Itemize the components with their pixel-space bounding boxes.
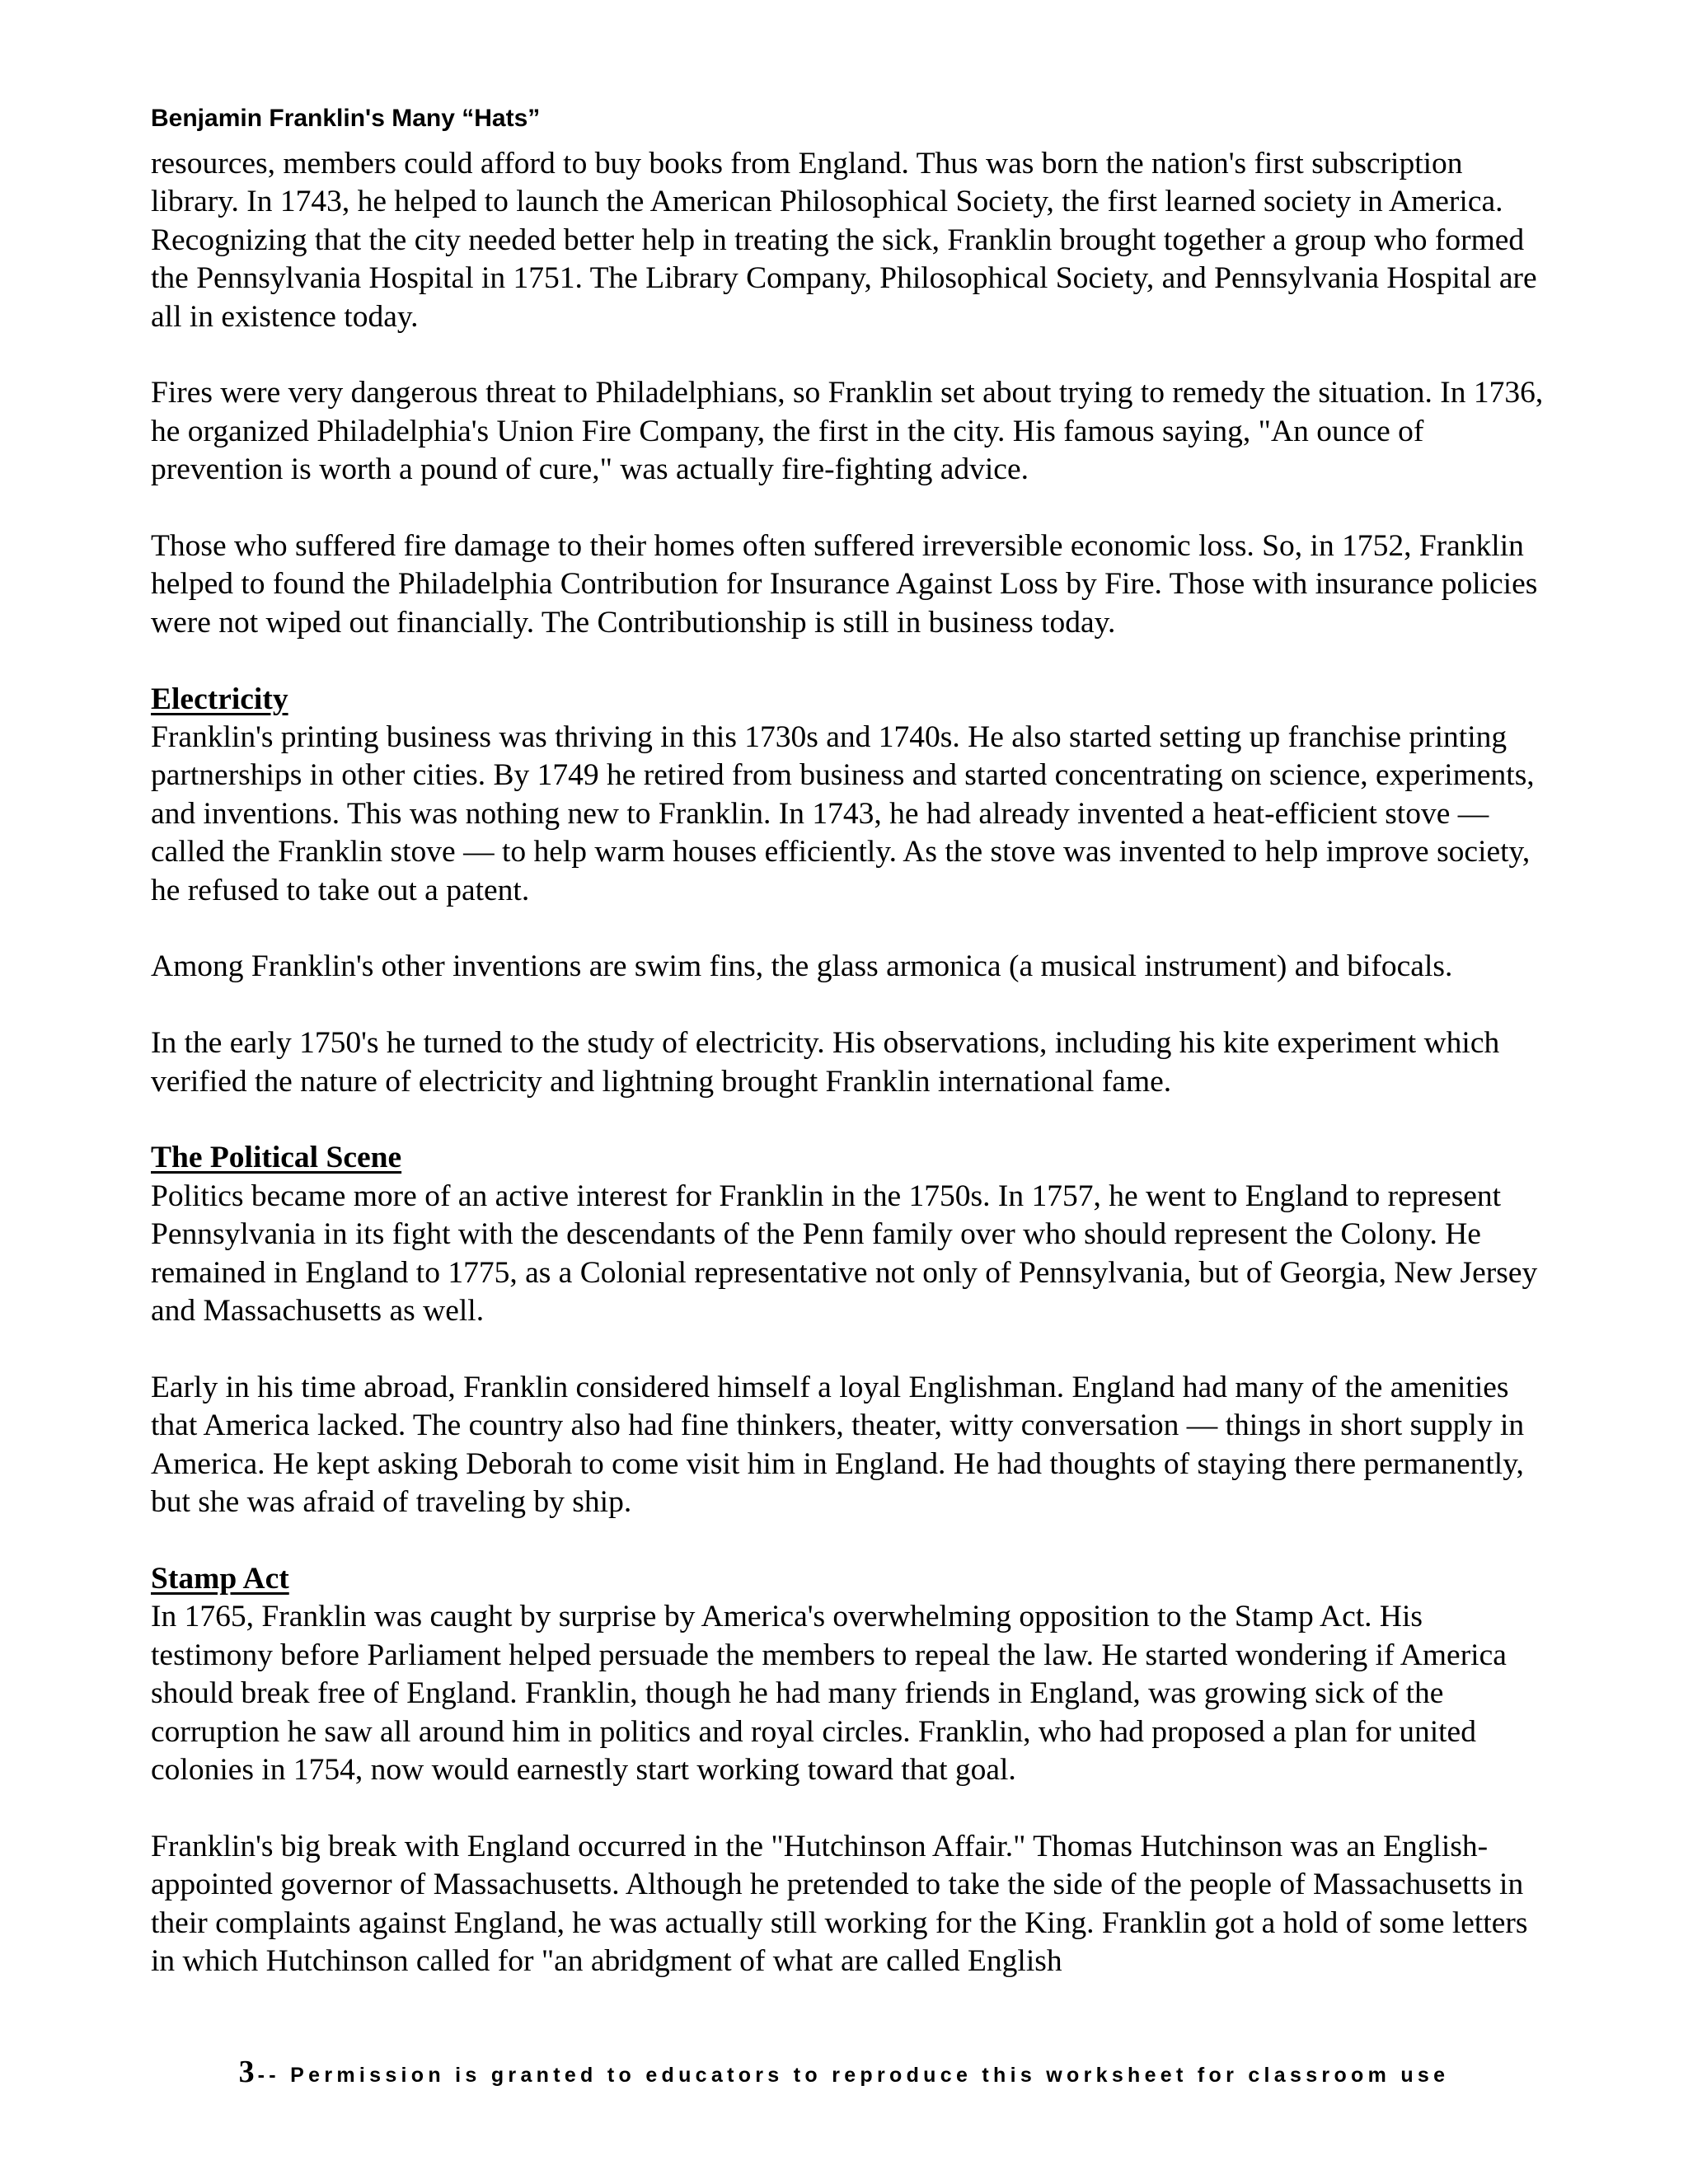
paragraph-fire-company: Fires were very dangerous threat to Philadelphians, so Franklin set about trying to remedy the situation. In 1736, he organized Philadelphia's Union Fire Company, the first in the city. His famous saying, "An ounce of prevention is worth a pound of cure," was actually fire-fighting advice. [151,376,1544,487]
page-number: 3 [238,2055,255,2089]
section-stamp-act [151,1560,1544,1980]
paragraph-library: resources, members could afford to buy books from England. Thus was born the nation's first subscription library. In 1743, he helped to launch the American Philosophical Society, the first learned society in America. Recognizing that the city needed better help in treating the sick, Franklin brought together a group who formed the Pennsylvania Hospital in 1751. The Library Company, Philosophical Society, and Pennsylvania Hospital are all in existence today. [151,147,1537,334]
paragraph-inventions: Among Franklin's other inventions are swim fins, the glass armonica (a musical instrument) and bifocals. [151,949,1453,984]
paragraph-insurance: Those who suffered fire damage to their homes often suffered irreversible economic loss. So, in 1752, Franklin helped to found the Philadelphia Contribution for Insurance Against Loss by Fire. Those with insurance policies were not wiped out financially. The Contributionship is still in business today. [151,529,1538,640]
section-political-scene [151,1139,1544,1521]
section-heading-political-scene: The Political Scene [151,1141,402,1175]
paragraph-time-abroad: Early in his time abroad, Franklin considered himself a loyal Englishman. England had many of the amenities that America lacked. The country also had fine thinkers, theater, witty conversation — things in short supply in America. He kept asking Deborah to come visit him in England. He had thoughts of staying there permanently, but she was afraid of traveling by ship. [151,1370,1525,1520]
permission-notice: -- Permission is granted to educators to reproduce this worksheet for classroom use [257,2064,1450,2087]
paragraph-politics: Politics became more of an active interest for Franklin in the 1750s. In 1757, he went to England to represent Pennsylvania in its fight with the descendants of the Penn family over who should represent the Colony. He remained in England to 1775, as a Colonial representative not only of Pennsylvania, but of Georgia, New Jersey and Massachusetts as well. [151,1179,1538,1329]
paragraph-hutchinson-affair: Franklin's big break with England occurred in the "Hutchinson Affair." Thomas Hutchinson was an English-appointed governor of Massachusetts. Although he pretended to take the side of the people of Massachusetts in their complaints against England, he was actually still working for the King. Franklin got a hold of some letters in which Hutchinson called for "an abridgment of what are called English [151,1829,1528,1978]
section-heading-stamp-act: Stamp Act [151,1561,289,1596]
document-body [151,145,1544,1980]
paragraph-electricity-study: In the early 1750's he turned to the study of electricity. His observations, including his kite experiment which verified the nature of electricity and lightning brought Franklin international fame. [151,1026,1500,1099]
paragraph-printing-business: Franklin's printing business was thriving in this 1730s and 1740s. He also started setting up franchise printing partnerships in other cities. By 1749 he retired from business and started concentrating on science, experiments, and inventions. This was nothing new to Franklin. In 1743, he had already invented a heat-efficient stove — called the Franklin stove — to help warm houses efficiently. As the stove was invented to help improve society, he refused to take out a patent. [151,720,1535,907]
section-heading-electricity: Electricity [151,682,288,716]
paragraph-stamp-act: In 1765, Franklin was caught by surprise by America's overwhelming opposition to the Stamp Act. His testimony before Parliament helped persuade the members to repeal the law. He started wondering if America should break free of England. Franklin, though he had many friends in England, was growing sick of the corruption he saw all around him in politics and royal circles. Franklin, who had proposed a plan for united colonies in 1754, now would earnestly start working toward that goal. [151,1600,1507,1787]
page-footer [0,2054,1688,2090]
document-title: Benjamin Franklin's Many “Hats” [151,105,541,132]
section-electricity [151,681,1544,1101]
